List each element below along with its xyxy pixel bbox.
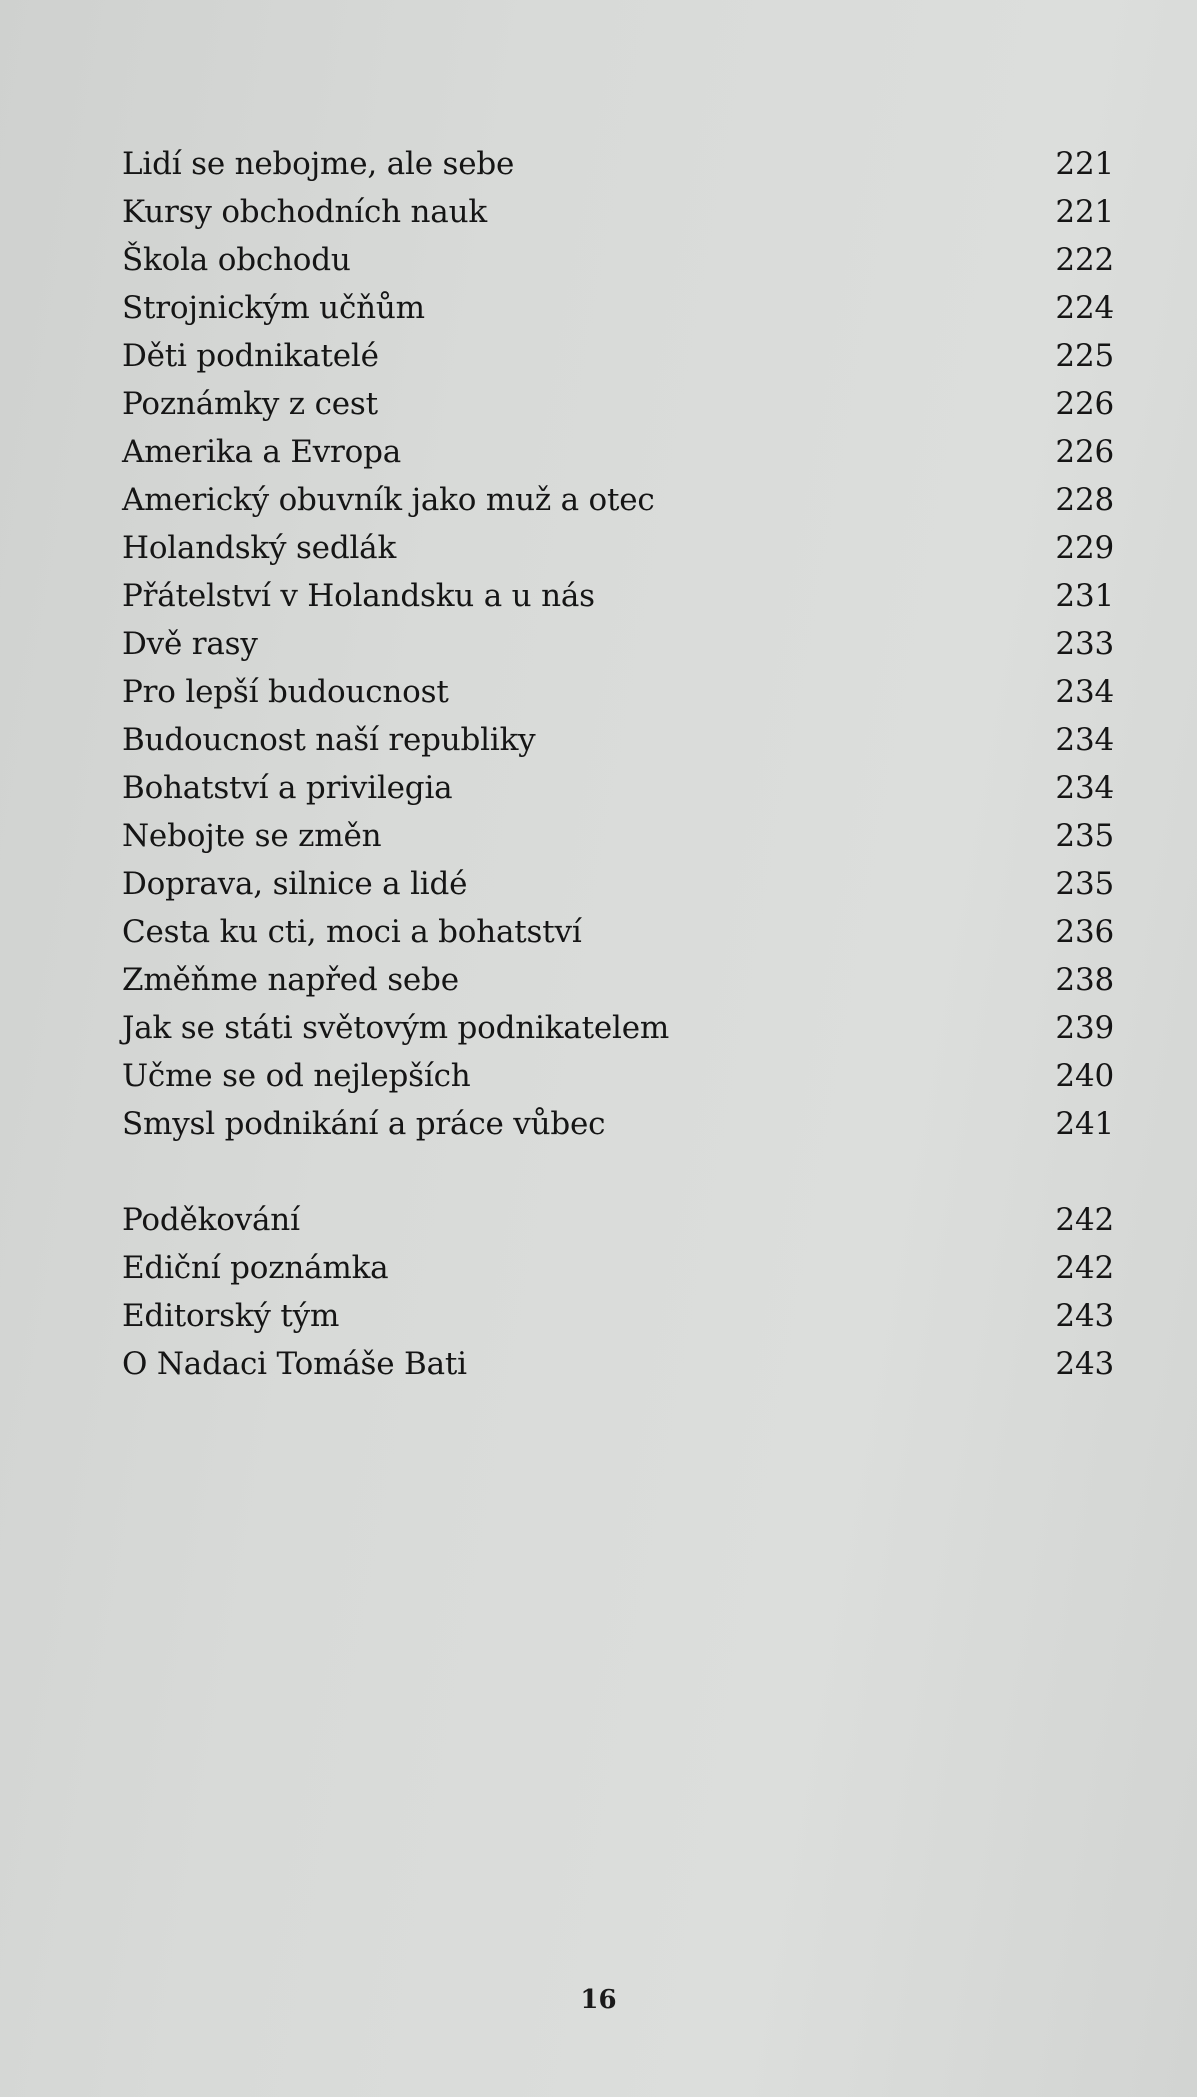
toc-entry-title: Doprava, silnice a lidé [122,866,468,902]
toc-entry-page: 226 [1055,386,1114,422]
toc-entry-title: O Nadaci Tomáše Bati [122,1346,467,1382]
toc-entry [122,1244,1114,1292]
toc-entry [122,812,1114,860]
toc-entry-title: Bohatství a privilegia [122,770,453,806]
toc-entry-title: Budoucnost naší republiky [122,722,536,758]
toc-entry-page: 242 [1055,1250,1114,1286]
toc-entry-page: 240 [1055,1058,1114,1094]
toc-entry-page: 224 [1055,290,1114,326]
toc-entry-title: Lidí se nebojme, ale sebe [122,146,515,182]
toc-entry-page: 242 [1055,1202,1114,1238]
toc-entry-page: 243 [1055,1346,1114,1382]
toc-entry-page: 234 [1055,770,1114,806]
page-number: 16 [580,1985,617,2015]
table-of-contents [122,140,1114,1388]
toc-entry-page: 243 [1055,1298,1114,1334]
toc-entry [122,332,1114,380]
toc-entry [122,668,1114,716]
toc-entry-page: 221 [1055,146,1114,182]
toc-entry-page: 225 [1055,338,1114,374]
toc-entry-page: 222 [1055,242,1114,278]
toc-entry-title: Pro lepší budoucnost [122,674,449,710]
toc-entry-title: Dvě rasy [122,626,258,662]
toc-entry-page: 228 [1055,482,1114,518]
toc-entry [122,764,1114,812]
toc-entry-title: Poděkování [122,1202,300,1238]
toc-entry [122,716,1114,764]
toc-entry-page: 221 [1055,194,1114,230]
toc-entry [122,140,1114,188]
toc-entry-title: Škola obchodu [122,242,351,278]
toc-entry [122,1340,1114,1388]
toc-entry-page: 231 [1055,578,1114,614]
toc-entry [122,188,1114,236]
toc-entry [122,572,1114,620]
toc-entry-page: 235 [1055,866,1114,902]
toc-entry-title: Americký obuvník jako muž a otec [122,482,655,518]
toc-entry-page: 234 [1055,674,1114,710]
toc-entry-title: Holandský sedlák [122,530,397,566]
toc-entry [122,1292,1114,1340]
toc-entry [122,1004,1114,1052]
toc-entry [122,908,1114,956]
toc-entry-title: Poznámky z cest [122,386,378,422]
toc-entry [122,524,1114,572]
toc-entry [122,284,1114,332]
toc-entry-title: Přátelství v Holandsku a u nás [122,578,595,614]
toc-back-matter [122,1196,1114,1388]
toc-entry-page: 239 [1055,1010,1114,1046]
toc-entry-page: 234 [1055,722,1114,758]
toc-entry-title: Děti podnikatelé [122,338,379,374]
toc-entry [122,1196,1114,1244]
toc-entry-title: Amerika a Evropa [122,434,402,470]
toc-entry-page: 238 [1055,962,1114,998]
toc-entry-title: Nebojte se změn [122,818,382,854]
toc-entry-page: 241 [1055,1106,1114,1142]
toc-entry-title: Jak se státi světovým podnikatelem [122,1010,670,1046]
toc-entry [122,1052,1114,1100]
toc-entry [122,860,1114,908]
toc-entry-page: 226 [1055,434,1114,470]
toc-entry [122,476,1114,524]
toc-entry-page: 229 [1055,530,1114,566]
toc-entry-page: 236 [1055,914,1114,950]
toc-entry [122,620,1114,668]
toc-entry-page: 233 [1055,626,1114,662]
toc-entry-title: Kursy obchodních nauk [122,194,487,230]
toc-entry-title: Editorský tým [122,1298,340,1334]
toc-entry [122,956,1114,1004]
toc-entry-title: Změňme napřed sebe [122,962,459,998]
toc-entry [122,236,1114,284]
toc-entry [122,428,1114,476]
toc-entry-title: Učme se od nejlepších [122,1058,471,1094]
toc-entry-title: Smysl podnikání a práce vůbec [122,1106,606,1142]
toc-entry-title: Ediční poznámka [122,1250,389,1286]
toc-entry-title: Cesta ku cti, moci a bohatství [122,914,582,950]
toc-entry-page: 235 [1055,818,1114,854]
toc-entry [122,1100,1114,1148]
toc-main-entries [122,140,1114,1148]
toc-entry [122,380,1114,428]
toc-entry-title: Strojnickým učňům [122,290,425,326]
